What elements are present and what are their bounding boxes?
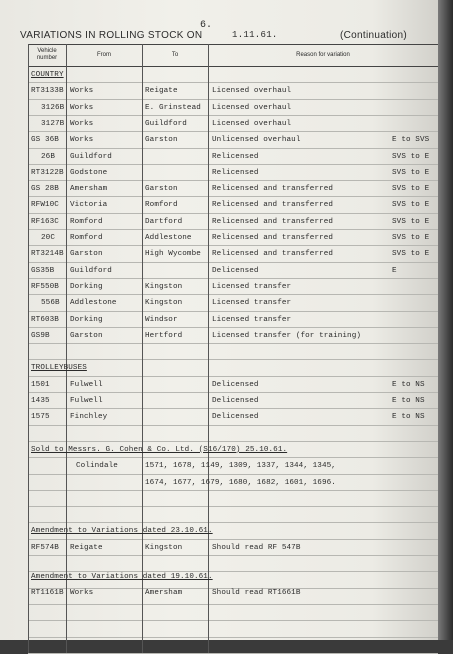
to-cell: Dartford bbox=[145, 217, 183, 226]
vehicle-number: GS35B bbox=[31, 266, 55, 275]
reason-cell: Licensed overhaul bbox=[212, 87, 292, 96]
column-rule bbox=[66, 44, 67, 653]
to-cell: Amersham bbox=[145, 589, 183, 598]
from-cell: Amersham bbox=[70, 185, 108, 194]
reason-cell: Should read RT1661B bbox=[212, 589, 301, 598]
page-edge-shadow bbox=[438, 0, 453, 640]
to-cell: Reigate bbox=[145, 87, 178, 96]
reason-cell: Delicensed bbox=[212, 266, 259, 275]
to-cell: Addlestone bbox=[145, 234, 192, 242]
continuation-label: (Continuation) bbox=[340, 30, 408, 41]
from-cell: Works bbox=[70, 103, 94, 112]
vehicle-number: 556B bbox=[41, 299, 60, 308]
from-cell: Dorking bbox=[70, 315, 103, 324]
reason-cell: Licensed overhaul bbox=[212, 103, 292, 112]
status-code: SVS to E bbox=[392, 201, 430, 210]
table-top-rule bbox=[28, 44, 438, 45]
status-code: E to NS bbox=[392, 397, 425, 405]
from-cell: Works bbox=[70, 136, 94, 145]
reason-cell: Delicensed bbox=[212, 397, 259, 405]
ruled-line bbox=[28, 262, 438, 263]
from-cell: Dorking bbox=[70, 282, 103, 291]
vehicle-number: RF550B bbox=[31, 282, 59, 291]
vehicle-number: RT3133B bbox=[31, 87, 64, 96]
vehicle-number: 1575 bbox=[31, 413, 50, 422]
from-cell: Addlestone bbox=[70, 299, 117, 308]
ruled-line bbox=[28, 441, 438, 442]
to-cell: High Wycombe bbox=[145, 250, 201, 259]
from-cell: Fulwell bbox=[70, 397, 103, 405]
column-rule bbox=[28, 44, 29, 653]
ruled-line bbox=[28, 490, 438, 491]
vehicle-number: RF163C bbox=[31, 217, 59, 226]
vehicle-number: GS 36B bbox=[31, 136, 59, 145]
reason-cell: Delicensed bbox=[212, 380, 259, 389]
to-cell: Hertford bbox=[145, 331, 183, 340]
ruled-line bbox=[28, 164, 438, 165]
section-heading-trolleybuses: TROLLEYBUSES bbox=[31, 364, 87, 373]
ruled-line bbox=[28, 311, 438, 312]
from-cell: Garston bbox=[70, 331, 103, 340]
ruled-line bbox=[28, 539, 438, 540]
column-header-from: From bbox=[97, 51, 111, 58]
vehicle-number: RF574B bbox=[31, 543, 59, 552]
to-cell: Garston bbox=[145, 136, 178, 145]
column-rule bbox=[142, 44, 143, 653]
column-header-reason: Reason for variation bbox=[296, 51, 350, 58]
vehicle-number: RT1161B bbox=[31, 589, 64, 598]
from-cell: Romford bbox=[70, 217, 103, 226]
reason-cell: Unlicensed overhaul bbox=[212, 136, 301, 145]
sold-vehicle-list: 1571, 1678, 1149, 1309, 1337, 1344, 1345, bbox=[145, 462, 336, 471]
reason-cell: Should read RF 547B bbox=[212, 543, 301, 552]
amendment-heading: Amendment to Variations dated 19.10.61. bbox=[31, 573, 213, 582]
column-rule bbox=[208, 44, 209, 653]
vehicle-number: 1501 bbox=[31, 380, 50, 389]
from-cell: Finchley bbox=[70, 413, 108, 422]
ruled-line bbox=[28, 604, 438, 605]
reason-cell: Licensed transfer bbox=[212, 315, 292, 324]
page-date: 1.11.61. bbox=[232, 30, 278, 40]
vehicle-number: RT603B bbox=[31, 315, 59, 324]
reason-cell: Relicensed bbox=[212, 168, 259, 177]
ruled-line bbox=[28, 474, 438, 475]
page-title: VARIATIONS IN ROLLING STOCK ON bbox=[20, 30, 203, 41]
from-cell: Fulwell bbox=[70, 380, 103, 389]
ruled-line bbox=[28, 327, 438, 328]
ruled-line bbox=[28, 213, 438, 214]
to-cell: Kingston bbox=[145, 282, 183, 291]
reason-cell: Licensed overhaul bbox=[212, 119, 292, 128]
vehicle-number: 1435 bbox=[31, 397, 50, 405]
ruled-line bbox=[28, 457, 438, 458]
ruled-line bbox=[28, 245, 438, 246]
ruled-line bbox=[28, 425, 438, 426]
page-number: 6. bbox=[200, 20, 213, 31]
reason-cell: Relicensed bbox=[212, 152, 259, 161]
ruled-line bbox=[28, 637, 438, 638]
ruled-line bbox=[28, 555, 438, 556]
reason-cell: Relicensed and transferred bbox=[212, 185, 334, 194]
reason-cell: Relicensed and transferred bbox=[212, 250, 334, 259]
status-code: E to SVS bbox=[392, 136, 430, 145]
ruled-line bbox=[28, 294, 438, 295]
vehicle-number: 3126B bbox=[41, 103, 65, 112]
column-header-vehicle: Vehicle number bbox=[36, 48, 58, 61]
reason-cell: Delicensed bbox=[212, 413, 259, 422]
ruled-line bbox=[28, 82, 438, 83]
sold-from: Colindale bbox=[76, 462, 118, 471]
vehicle-number: RFW10C bbox=[31, 201, 59, 210]
to-cell: Windsor bbox=[145, 315, 178, 324]
status-code: SVS to E bbox=[392, 217, 430, 226]
ruled-line bbox=[28, 180, 438, 181]
status-code: E to NS bbox=[392, 413, 425, 422]
from-cell: Works bbox=[70, 589, 94, 598]
from-cell: Romford bbox=[70, 234, 103, 242]
column-header-to: To bbox=[171, 51, 179, 58]
status-code: SVS to E bbox=[392, 168, 430, 177]
ruled-line bbox=[28, 376, 438, 377]
from-cell: Reigate bbox=[70, 543, 103, 552]
reason-cell: Relicensed and transferred bbox=[212, 201, 334, 210]
ruled-line bbox=[28, 115, 438, 116]
ruled-line bbox=[28, 229, 438, 230]
vehicle-number: GS9B bbox=[31, 331, 50, 340]
vehicle-number: 20C bbox=[41, 234, 55, 242]
to-cell: Garston bbox=[145, 185, 178, 194]
from-cell: Godstone bbox=[70, 168, 108, 177]
ruled-line bbox=[28, 359, 438, 360]
from-cell: Works bbox=[70, 119, 94, 128]
from-cell: Garston bbox=[70, 250, 103, 259]
sold-heading: Sold to Messrs. G. Cohen & Co. Ltd. (S16/170) 25.10.61. bbox=[31, 445, 288, 454]
reason-cell: Licensed transfer bbox=[212, 299, 292, 308]
ruled-line bbox=[28, 148, 438, 149]
vehicle-number: RT3214B bbox=[31, 250, 64, 259]
reason-cell: Relicensed and transferred bbox=[212, 234, 334, 242]
ruled-line bbox=[28, 99, 438, 100]
vehicle-number: RT3122B bbox=[31, 168, 64, 177]
ruled-line bbox=[28, 620, 438, 621]
from-cell: Guildford bbox=[70, 266, 112, 275]
ruled-line bbox=[28, 278, 438, 279]
vehicle-number: GS 28B bbox=[31, 185, 59, 194]
section-heading-country: COUNTRY bbox=[31, 71, 64, 79]
status-code: SVS to E bbox=[392, 250, 430, 259]
to-cell: Kingston bbox=[145, 543, 183, 552]
ruled-line bbox=[28, 343, 438, 344]
reason-cell: Relicensed and transferred bbox=[212, 217, 334, 226]
to-cell: Kingston bbox=[145, 299, 183, 308]
reason-cell: Licensed transfer bbox=[212, 282, 292, 291]
to-cell: Romford bbox=[145, 201, 178, 210]
ruled-line bbox=[28, 196, 438, 197]
to-cell: E. Grinstead bbox=[145, 103, 201, 112]
amendment-heading: Amendment to Variations dated 23.10.61. bbox=[31, 527, 213, 536]
status-code: SVS to E bbox=[392, 234, 430, 242]
ruled-line bbox=[28, 408, 438, 409]
from-cell: Guildford bbox=[70, 152, 112, 161]
ruled-line bbox=[28, 392, 438, 393]
from-cell: Works bbox=[70, 87, 94, 96]
ruled-line bbox=[28, 506, 438, 507]
vehicle-number: 26B bbox=[41, 152, 55, 161]
to-cell: Guildford bbox=[145, 119, 187, 128]
ruled-line bbox=[28, 131, 438, 132]
ruled-line bbox=[28, 522, 438, 523]
status-code: E to NS bbox=[392, 380, 425, 389]
header-bottom-rule bbox=[28, 66, 438, 67]
vehicle-number: 3127B bbox=[41, 119, 65, 128]
from-cell: Victoria bbox=[70, 201, 108, 210]
sold-vehicle-list: 1674, 1677, 1679, 1680, 1682, 1601, 1696. bbox=[145, 478, 336, 487]
status-code: E bbox=[392, 266, 397, 275]
status-code: SVS to E bbox=[392, 152, 430, 161]
status-code: SVS to E bbox=[392, 185, 430, 194]
reason-cell: Licensed transfer (for training) bbox=[212, 331, 362, 340]
